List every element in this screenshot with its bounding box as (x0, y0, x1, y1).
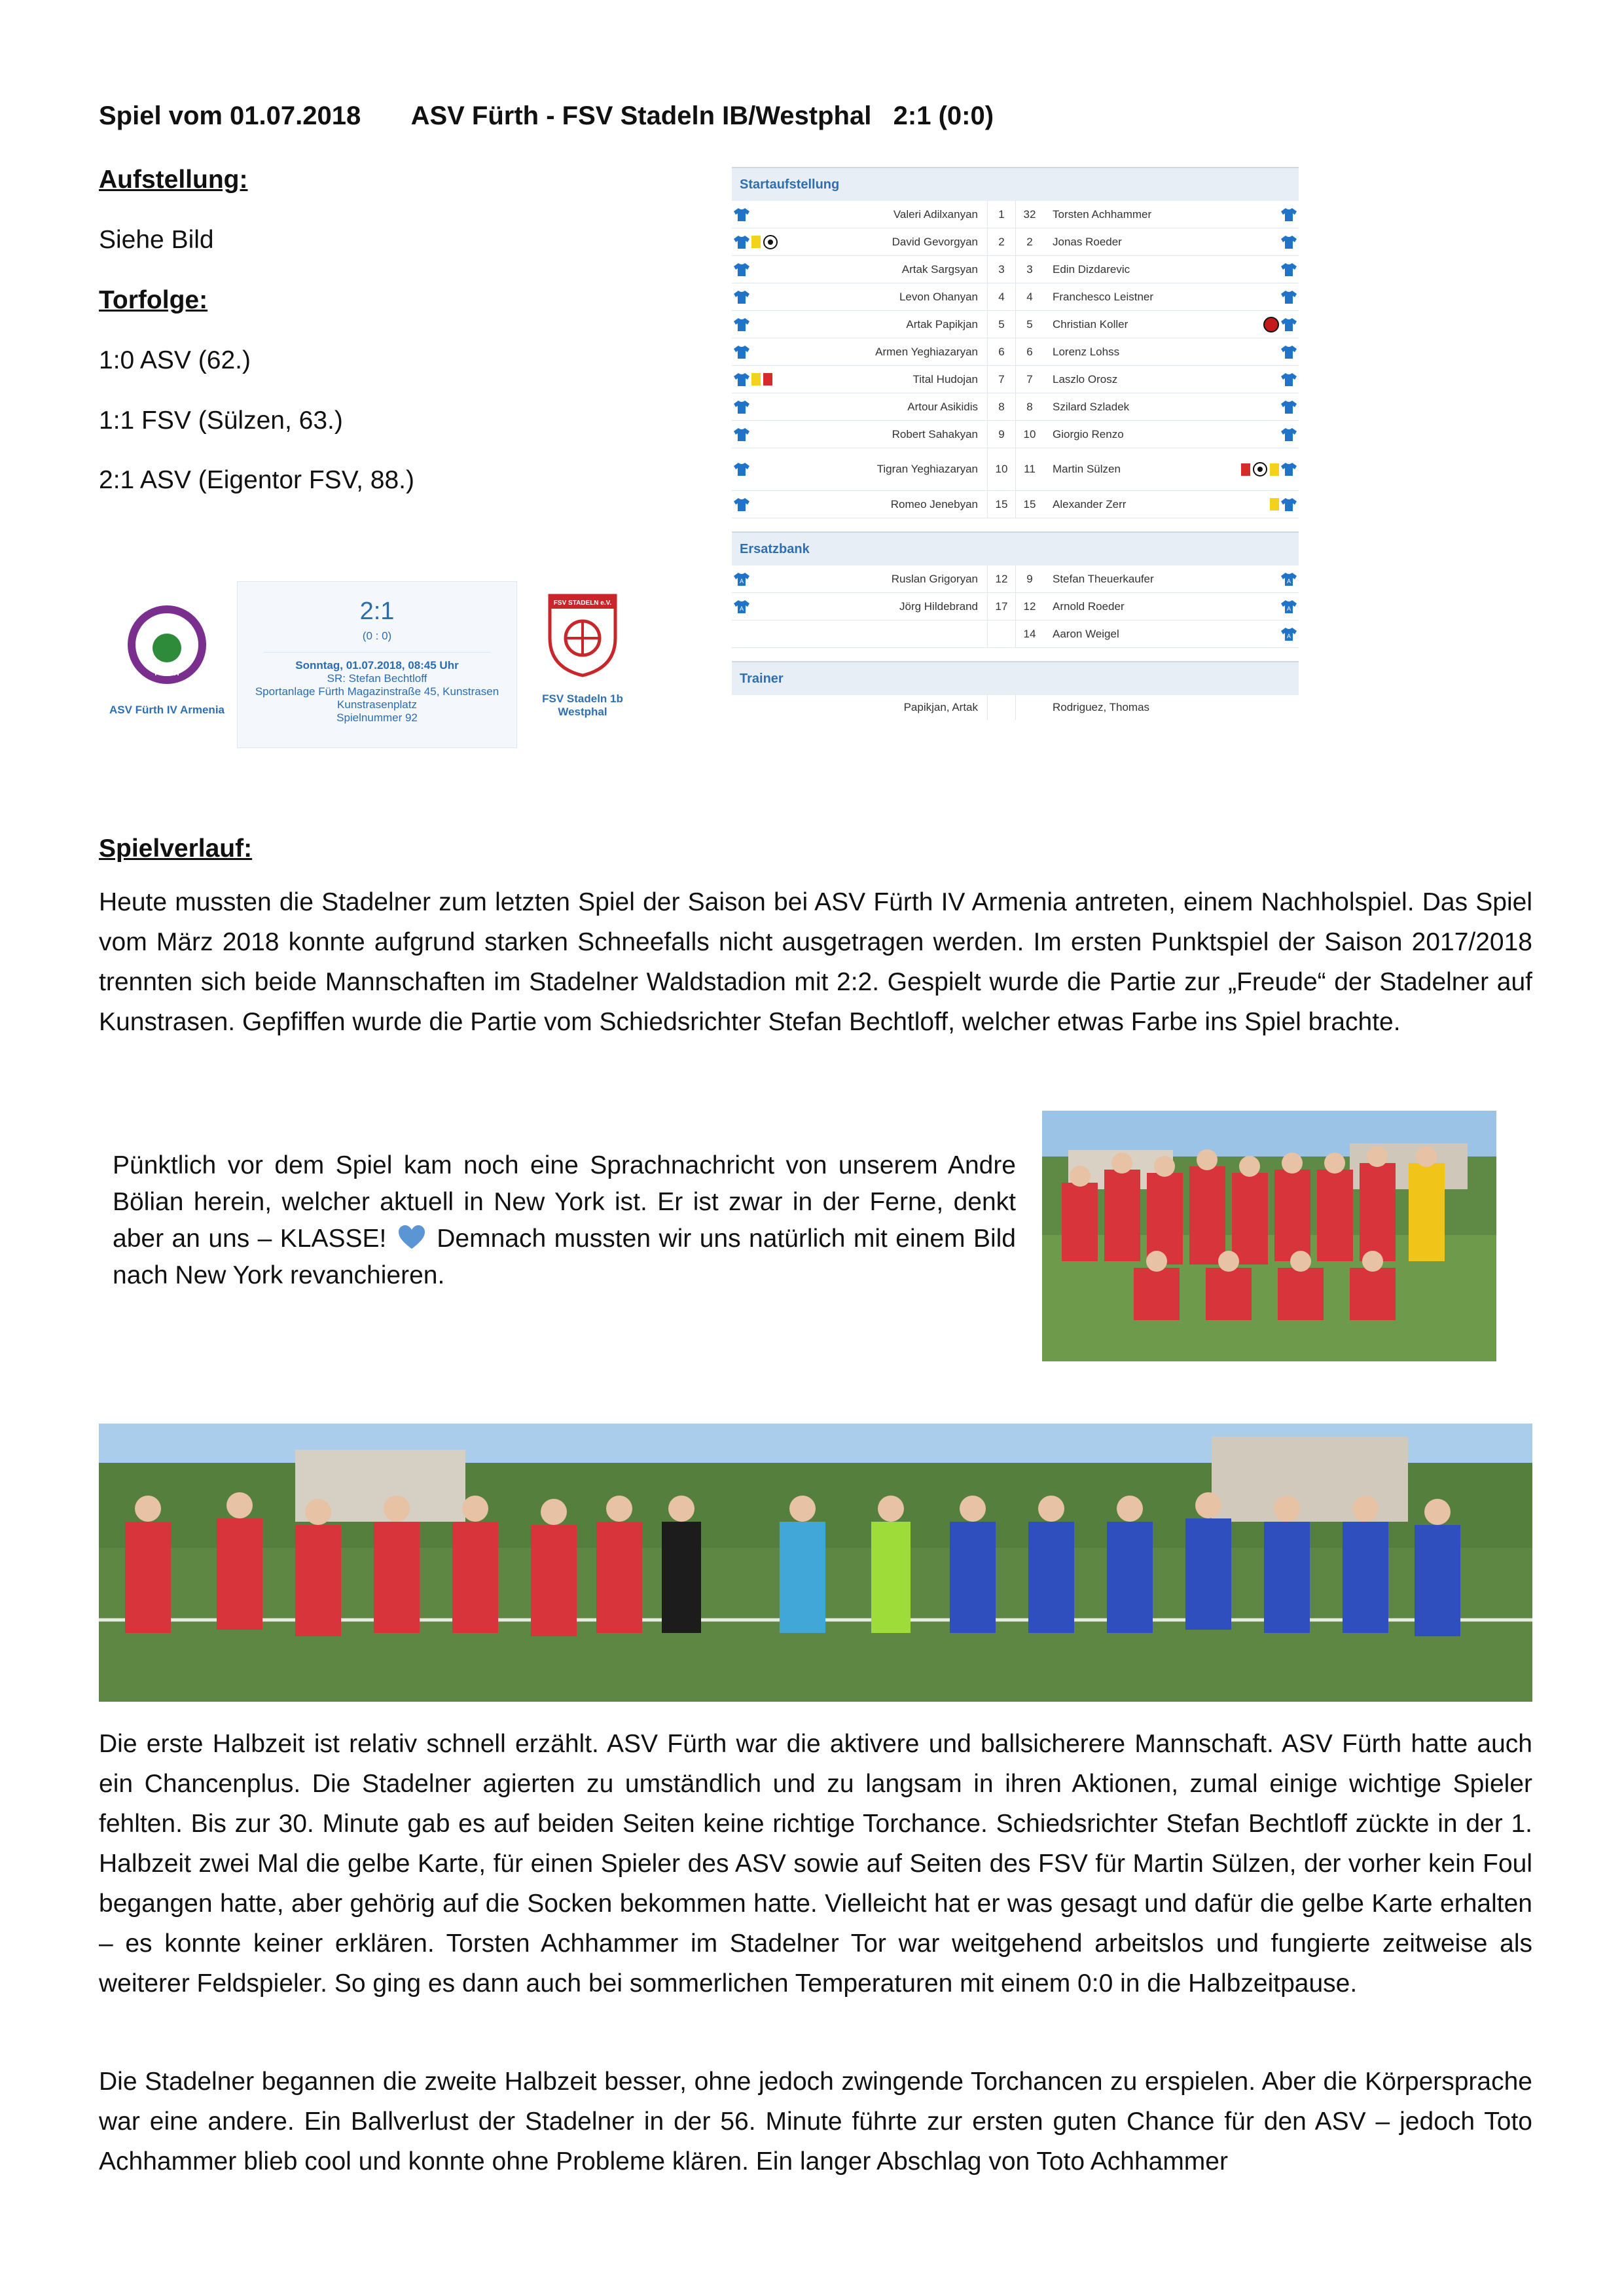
home-number: 4 (987, 283, 1015, 310)
paragraph-first-half: Die erste Halbzeit ist relativ schnell erzählt. ASV Fürth war die aktivere und ballsicherere Mannschaft. ASV Fürth hatte auch ein Chancenplus. Die Stadelner agierten zu umständlich und zu langsam in ihren Aktionen, zumal einige wichtige Spieler fehlten. Bis zur 30. Minute gab es auf beiden Seiten keine richtige Torchance. Schiedsrichter Stefan Bechtloff zückte in der 1. Halbzeit zwei Mal die gelbe Karte, für einen Spieler des ASV sowie auf Seiten des FSV für Martin Sülzen, der vorher kein Foul begangen hatte, aber gehörig auf die Socken bekommen hatte. Vielleicht hat er was gesagt und dafür die gelbe Karte erhalten – es konnte keiner erklären. Torsten Achhammer im Stadelner Tor war weitgehend arbeitslos und fungierte zeitweise als weiterer Feldspieler. So ging es dann auch bei sommerlichen Temperaturen mit einem 0:0 in die Halbzeitpause. (99, 1730, 1532, 1998)
away-shirt-icon (1279, 372, 1299, 387)
away-shirt-icon (1279, 290, 1299, 304)
away-number: 7 (1015, 366, 1043, 393)
away-player: Lorenz Lohss (1053, 345, 1120, 358)
starters-row (732, 256, 1299, 283)
away-player: Edin Dizdarevic (1053, 262, 1130, 276)
fsv-logo-text: FSV STADELN e.V. (553, 600, 612, 607)
away-number: 3 (1015, 256, 1043, 283)
goal-ball-icon (1253, 462, 1267, 476)
goal-ball-icon (763, 235, 778, 249)
voice-message-text: Pünktlich vor dem Spiel kam noch eine Sprachnachricht von unserem Andre Bölian herein, welcher aktuell in New York ist. Er ist zwar in der Ferne, denkt aber an uns – KLASSE! (113, 1151, 1016, 1253)
away-number: 14 (1015, 620, 1043, 647)
away-shirt-icon (1279, 600, 1299, 614)
asv-logo (124, 602, 209, 687)
lineup-panel (732, 167, 1299, 720)
away-number: 6 (1015, 338, 1043, 365)
starters-row (732, 393, 1299, 421)
home-shirt-icon (732, 262, 751, 277)
away-shirt-icon (1279, 317, 1299, 332)
svg-text:A: A (739, 577, 744, 584)
bench-row (732, 565, 1299, 593)
spielverlauf-label: Spielverlauf: (99, 834, 253, 863)
home-number: 2 (987, 228, 1015, 255)
away-events (1240, 317, 1279, 332)
home-number: 7 (987, 366, 1015, 393)
home-player: Tigran Yeghiazaryan (876, 463, 978, 475)
home-shirt-icon (732, 497, 751, 512)
home-shirt-icon (732, 600, 751, 614)
red-card-icon (1241, 463, 1250, 476)
away-number: 32 (1015, 201, 1043, 228)
away-shirt-icon (1279, 400, 1299, 414)
starters-row (732, 311, 1299, 338)
goal-3: 2:1 ASV (Eigentor FSV, 88.) (99, 466, 414, 494)
starters-row (732, 491, 1299, 518)
away-player: Alexander Zerr (1053, 497, 1127, 511)
away-team-block (530, 592, 635, 719)
starters-row (732, 421, 1299, 448)
away-player: Giorgio Renzo (1053, 427, 1124, 440)
starters-row (732, 366, 1299, 393)
home-shirt-icon (732, 345, 751, 359)
home-player: David Gevorgyan (892, 235, 978, 248)
starters-row (732, 283, 1299, 311)
home-events (751, 235, 791, 249)
away-number: 15 (1015, 491, 1043, 518)
home-shirt-icon (732, 462, 751, 476)
section-ersatzbank: Ersatzbank (732, 531, 1299, 565)
away-player: Szilard Szladek (1053, 400, 1130, 413)
away-player: Jonas Roeder (1053, 235, 1122, 248)
away-shirt-icon (1279, 207, 1299, 222)
section-startaufstellung: Startaufstellung (732, 167, 1299, 201)
lineup-photo (99, 1424, 1532, 1702)
home-player: Romeo Jenebyan (890, 497, 978, 511)
team-photo (1042, 1111, 1496, 1361)
torfolge-label: Torfolge: (99, 286, 208, 314)
heart-icon (397, 1225, 426, 1251)
home-shirt-icon (732, 207, 751, 222)
home-shirt-icon (732, 372, 751, 387)
away-number: 4 (1015, 283, 1043, 310)
away-events (1240, 498, 1279, 511)
own-goal-icon (1263, 317, 1279, 332)
away-player: Aaron Weigel (1053, 627, 1119, 640)
away-number: 8 (1015, 393, 1043, 420)
away-player: Martin Sülzen (1053, 463, 1121, 475)
score-card (237, 581, 517, 748)
home-team-block (98, 602, 236, 717)
asv-logo-text: ASV (158, 614, 176, 624)
paragraph-intro: Heute mussten die Stadelner zum letzten Spiel der Saison bei ASV Fürth IV Armenia antreten, einem Nachholspiel. Das Spiel vom März 2018 konnte aufgrund starken Schneefalls nicht ausgetragen werden. Im ersten Punktspiel der Saison 2017/2018 trennten sich beide Mannschaften im Stadelner Waldstadion mit 2:2. Gespielt wurde die Partie zur „Freude“ der Stadelner auf Kunstrasen. Gepfiffen wurde die Partie vom Schiedsrichter Stefan Bechtloff, welcher etwas Farbe ins Spiel brachte. (99, 888, 1532, 1036)
away-team-name-2: Westphal (558, 706, 607, 718)
home-player: Valeri Adilxanyan (893, 207, 978, 221)
match-heading: Spiel vom 01.07.2018 ASV Fürth - FSV Stadeln IB/Westphal 2:1 (0:0) (99, 101, 994, 130)
away-number: 5 (1015, 311, 1043, 338)
home-shirt-icon (732, 317, 751, 332)
home-team-name: ASV Fürth IV Armenia (109, 704, 225, 716)
halftime-score: (0 : 0) (362, 630, 392, 642)
goal-2: 1:1 FSV (Sülzen, 63.) (99, 406, 343, 435)
svg-text:A: A (1286, 605, 1291, 612)
home-events (751, 373, 791, 386)
trainer-home: Papikjan, Artak (903, 701, 978, 713)
home-number (987, 620, 1015, 647)
away-number: 12 (1015, 593, 1043, 620)
away-shirt-icon (1279, 345, 1299, 359)
red-card-icon (763, 373, 772, 386)
yellow-card-icon (1270, 498, 1279, 511)
yellow-card-icon (1270, 463, 1279, 476)
away-shirt-icon (1279, 627, 1299, 641)
siehe-bild-text: Siehe Bild (99, 226, 214, 254)
goal-1: 1:0 ASV (62.) (99, 346, 251, 374)
away-shirt-icon (1279, 497, 1299, 512)
trainer-row (732, 695, 1299, 720)
paragraph-voice-message (113, 1147, 1016, 1294)
match-date: Sonntag, 01.07.2018, 08:45 Uhr (295, 659, 459, 672)
away-number: 11 (1015, 448, 1043, 490)
starters-row (732, 338, 1299, 366)
home-number: 9 (987, 421, 1015, 448)
away-events (1240, 462, 1279, 476)
away-player: Christian Koller (1053, 317, 1128, 331)
home-number: 8 (987, 393, 1015, 420)
home-shirt-icon (732, 290, 751, 304)
svg-text:A: A (739, 605, 744, 612)
venue-line-1: Sportanlage Fürth Magazinstraße 45, Kunstrasen (255, 685, 499, 698)
home-player: Levon Ohanyan (899, 290, 978, 303)
paragraph-second-half: Die Stadelner begannen die zweite Halbzeit besser, ohne jedoch zwingende Torchancen zu erspielen. Aber die Körpersprache war eine andere. Ein Ballverlust der Stadelner in der 56. Minute führte zur ersten guten Chance für den ASV – jedoch Toto Achhammer blieb cool und konnte ohne Probleme klären. Ein langer Abschlag von Toto Achhammer (99, 2068, 1532, 2176)
bench-row (732, 620, 1299, 648)
yellow-card-icon (751, 373, 761, 386)
venue-line-2: Kunstrasenplatz (337, 698, 417, 711)
section-trainer: Trainer (732, 661, 1299, 695)
home-player: Artak Sargsyan (901, 262, 978, 276)
home-player: Armen Yeghiazaryan (875, 345, 978, 358)
home-number: 3 (987, 256, 1015, 283)
asv-logo-sub: FÜRTH (154, 670, 179, 677)
svg-text:A: A (1286, 632, 1291, 639)
game-number: Spielnummer 92 (336, 711, 418, 724)
referee: SR: Stefan Bechtloff (327, 672, 427, 685)
home-player: Tital Hudojan (912, 372, 978, 386)
away-team-name-1: FSV Stadeln 1b (542, 692, 623, 705)
trainer-away: Rodriguez, Thomas (1053, 701, 1150, 713)
yellow-card-icon (751, 236, 761, 248)
away-number: 9 (1015, 565, 1043, 592)
home-player: Robert Sahakyan (892, 427, 978, 440)
voice-message-followup: Demnach mussten wir uns natürlich mit einem Bild nach New York revanchieren. (113, 1225, 1016, 1289)
away-player: Arnold Roeder (1053, 600, 1125, 613)
away-player: Laszlo Orosz (1053, 372, 1118, 386)
home-number: 5 (987, 311, 1015, 338)
home-number: 6 (987, 338, 1015, 365)
away-number: 10 (1015, 421, 1043, 448)
svg-text:A: A (1286, 577, 1291, 584)
away-player: Torsten Achhammer (1053, 207, 1152, 221)
final-score: 2:1 (359, 598, 395, 625)
away-player: Franchesco Leistner (1053, 290, 1154, 303)
away-player: Stefan Theuerkaufer (1053, 572, 1154, 585)
away-shirt-icon (1279, 462, 1299, 476)
home-shirt-icon (732, 572, 751, 586)
home-player: Ruslan Grigoryan (891, 572, 978, 585)
starters-row (732, 201, 1299, 228)
bench-row (732, 593, 1299, 620)
home-number: 1 (987, 201, 1015, 228)
home-shirt-icon (732, 427, 751, 442)
home-shirt-icon (732, 400, 751, 414)
home-player: Artak Papikjan (906, 317, 978, 331)
away-shirt-icon (1279, 427, 1299, 442)
home-number: 17 (987, 593, 1015, 620)
home-number: 12 (987, 565, 1015, 592)
home-player: Jörg Hildebrand (899, 600, 978, 613)
home-player: Artour Asikidis (907, 400, 978, 413)
home-number: 15 (987, 491, 1015, 518)
starters-row (732, 448, 1299, 491)
starters-row (732, 228, 1299, 256)
aufstellung-label: Aufstellung: (99, 166, 248, 194)
away-shirt-icon (1279, 572, 1299, 586)
away-shirt-icon (1279, 262, 1299, 277)
away-number: 2 (1015, 228, 1043, 255)
home-number: 10 (987, 448, 1015, 490)
away-shirt-icon (1279, 235, 1299, 249)
fsv-logo (547, 592, 619, 677)
home-shirt-icon (732, 235, 751, 249)
